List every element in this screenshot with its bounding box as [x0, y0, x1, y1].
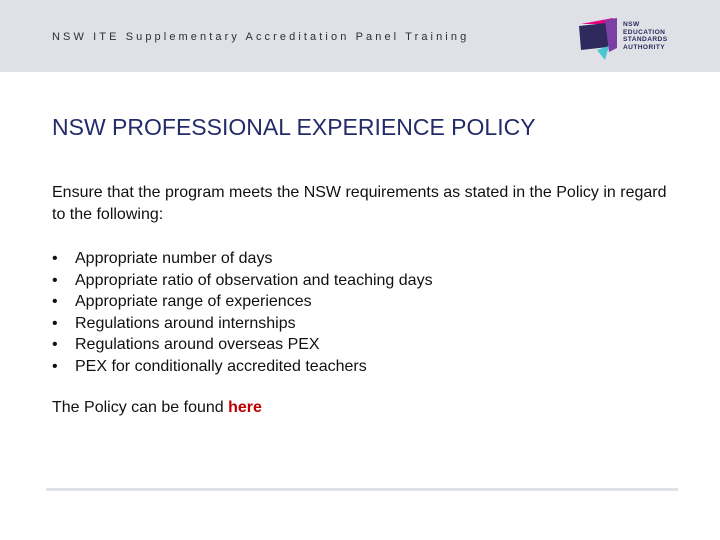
nesa-logo: [575, 16, 685, 60]
list-item-text: Regulations around overseas PEX: [75, 336, 320, 354]
list-item: [52, 270, 433, 292]
bullet-icon: •: [52, 336, 58, 354]
intro-paragraph: Ensure that the program meets the NSW requirements as stated in the Policy in regard to the following:: [52, 184, 667, 223]
list-item: [52, 291, 433, 313]
footer-divider: [46, 488, 678, 491]
nesa-logo-icon: [575, 16, 619, 60]
bullet-icon: •: [52, 271, 58, 289]
header-bar: [0, 0, 720, 72]
logo-line: NSW: [623, 21, 640, 28]
logo-wordmark: [623, 21, 668, 51]
requirements-list: [52, 248, 433, 378]
bullet-icon: •: [52, 293, 58, 311]
logo-line: EDUCATION: [623, 28, 666, 36]
list-item-text: Appropriate number of days: [75, 250, 273, 267]
slide-title: NSW PROFESSIONAL EXPERIENCE POLICY: [52, 114, 536, 140]
logo-line: STANDARDS: [623, 36, 668, 44]
list-item: [52, 334, 433, 356]
bullet-icon: •: [52, 357, 58, 375]
list-item-text: Appropriate range of experiences: [75, 293, 312, 311]
list-item-text: PEX for conditionally accredited teachers: [75, 357, 367, 375]
logo-line: AUTHORITY: [623, 43, 666, 51]
bullet-icon: •: [52, 314, 58, 332]
bullet-icon: •: [52, 250, 58, 267]
list-item-text: Appropriate ratio of observation and teaching days: [75, 271, 433, 289]
list-item-text: Regulations around internships: [75, 314, 296, 332]
header-title: NSW ITE Supplementary Accreditation Panel Training: [52, 31, 470, 43]
list-item: [52, 356, 433, 378]
policy-link[interactable]: here: [228, 399, 262, 416]
policy-reference: [52, 399, 262, 417]
list-item: [52, 313, 433, 335]
list-item: [52, 248, 433, 270]
policy-prefix: The Policy can be found: [52, 399, 229, 416]
